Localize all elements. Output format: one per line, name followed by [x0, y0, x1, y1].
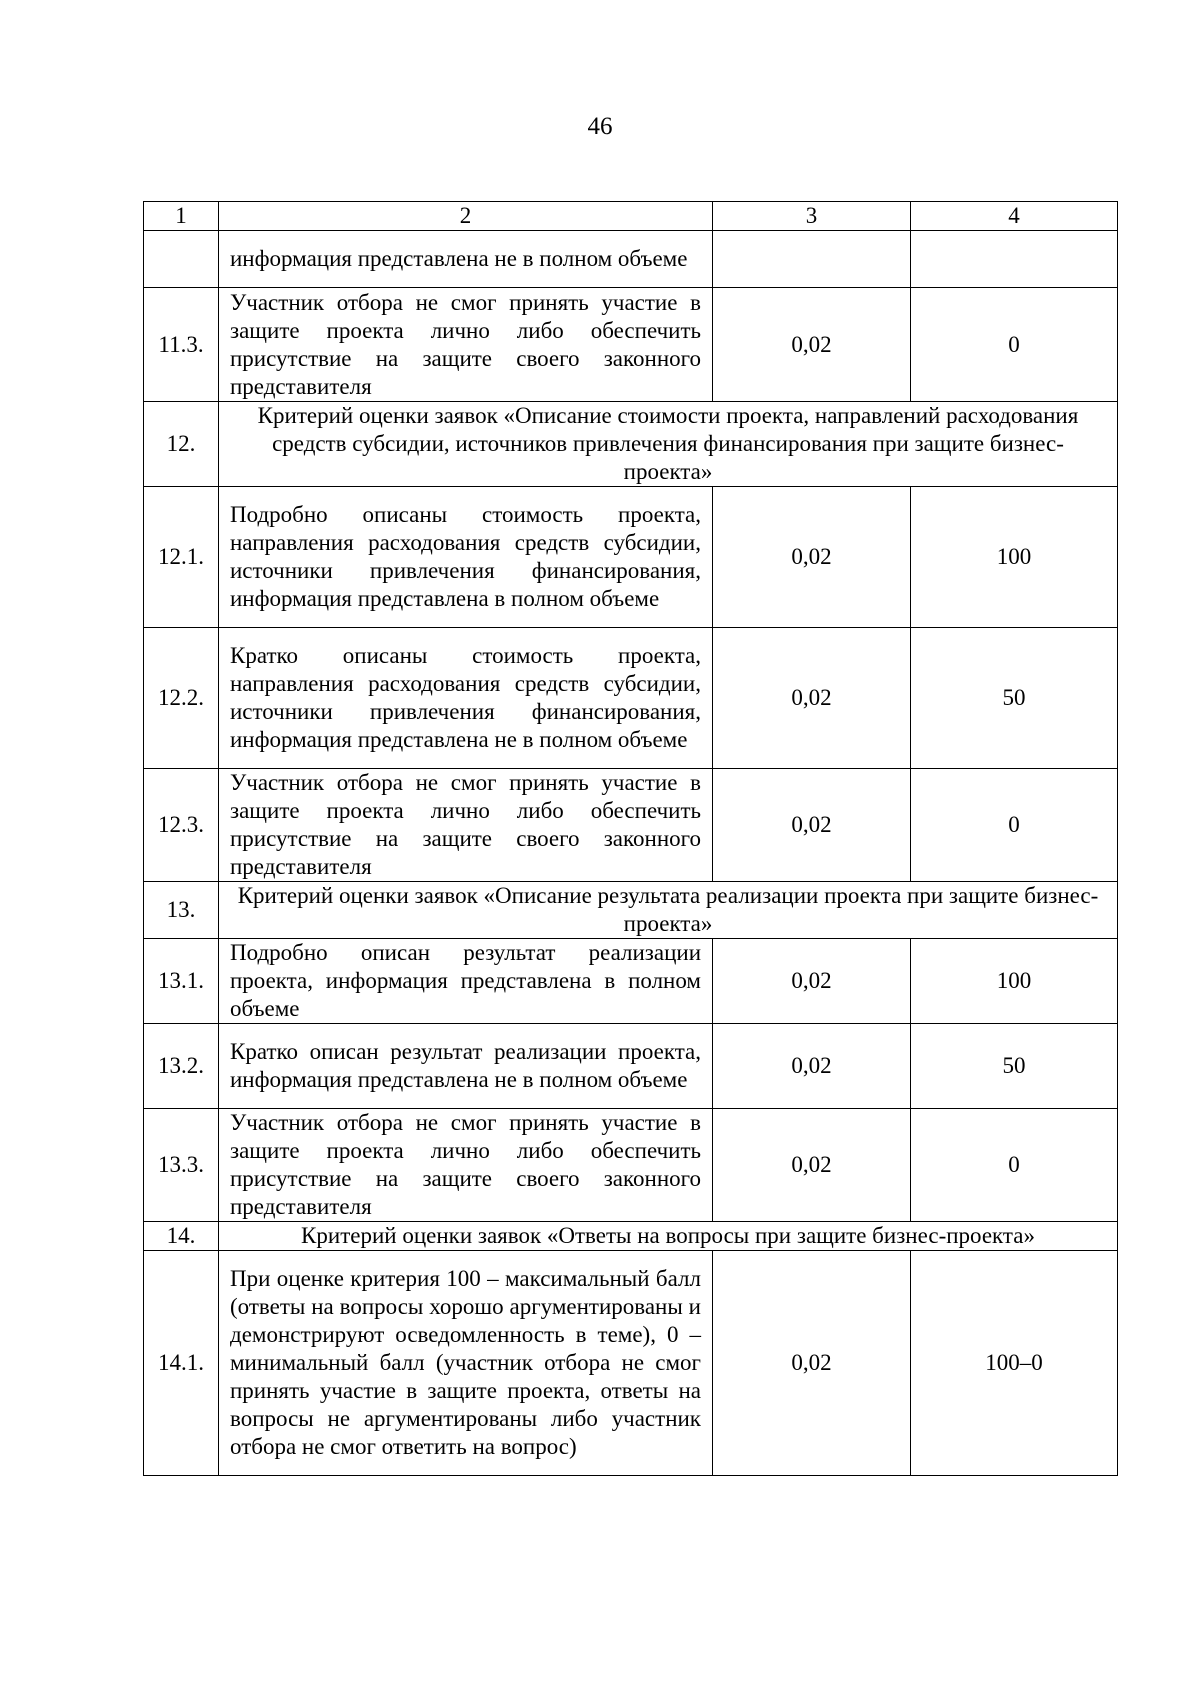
row-weight: 0,02 — [713, 487, 911, 628]
row-score: 0 — [911, 288, 1118, 402]
criteria-table — [143, 201, 1118, 1476]
row-description: Участник отбора не смог принять участие в защите проекта лично либо обеспечить присутствие на защите своего законного представителя — [219, 769, 713, 882]
table-row — [144, 1251, 1118, 1476]
criterion-number: 12. — [144, 402, 219, 487]
row-score: 100 — [911, 939, 1118, 1024]
table-row — [144, 487, 1118, 628]
row-score: 50 — [911, 628, 1118, 769]
table-header-row — [144, 202, 1118, 231]
row-number — [144, 231, 219, 288]
criterion-row — [144, 882, 1118, 939]
row-weight: 0,02 — [713, 939, 911, 1024]
row-number: 12.1. — [144, 487, 219, 628]
criterion-title: Критерий оценки заявок «Описание стоимости проекта, направлений расходования средств субсидии, источников привлечения финансирования при защите бизнес-проекта» — [219, 402, 1118, 487]
criterion-row — [144, 402, 1118, 487]
row-description: Участник отбора не смог принять участие в защите проекта лично либо обеспечить присутствие на защите своего законного представителя — [219, 1109, 713, 1222]
row-description: Подробно описаны стоимость проекта, направления расходования средств субсидии, источники привлечения финансирования, информация представлена в полном объеме — [219, 487, 713, 628]
row-weight: 0,02 — [713, 1024, 911, 1109]
header-cell: 3 — [713, 202, 911, 231]
header-cell: 1 — [144, 202, 219, 231]
row-score: 50 — [911, 1024, 1118, 1109]
row-score: 100 — [911, 487, 1118, 628]
criterion-row — [144, 1222, 1118, 1251]
table-row — [144, 1109, 1118, 1222]
row-weight: 0,02 — [713, 628, 911, 769]
row-number: 13.3. — [144, 1109, 219, 1222]
table-row — [144, 288, 1118, 402]
table-row — [144, 1024, 1118, 1109]
table-row — [144, 769, 1118, 882]
row-score: 100–0 — [911, 1251, 1118, 1476]
row-score — [911, 231, 1118, 288]
row-weight — [713, 231, 911, 288]
table-row — [144, 939, 1118, 1024]
row-number: 13.1. — [144, 939, 219, 1024]
row-score: 0 — [911, 1109, 1118, 1222]
row-description: Подробно описан результат реализации проекта, информация представлена в полном объеме — [219, 939, 713, 1024]
row-number: 12.3. — [144, 769, 219, 882]
row-weight: 0,02 — [713, 769, 911, 882]
criterion-title: Критерий оценки заявок «Ответы на вопросы при защите бизнес-проекта» — [219, 1222, 1118, 1251]
row-description: Кратко описан результат реализации проекта, информация представлена не в полном объеме — [219, 1024, 713, 1109]
row-number: 11.3. — [144, 288, 219, 402]
header-cell: 2 — [219, 202, 713, 231]
row-weight: 0,02 — [713, 1251, 911, 1476]
row-number: 12.2. — [144, 628, 219, 769]
row-weight: 0,02 — [713, 288, 911, 402]
row-description: Участник отбора не смог принять участие в защите проекта лично либо обеспечить присутствие на защите своего законного представителя — [219, 288, 713, 402]
row-weight: 0,02 — [713, 1109, 911, 1222]
row-score: 0 — [911, 769, 1118, 882]
criterion-number: 14. — [144, 1222, 219, 1251]
table-row — [144, 231, 1118, 288]
row-description: При оценке критерия 100 – максимальный балл (ответы на вопросы хорошо аргументированы и демонстрируют осведомленность в теме), 0 – минимальный балл (участник отбора не смог принять участие в защите проекта, ответы на вопросы не аргументированы либо участник отбора не смог ответить на вопрос) — [219, 1251, 713, 1476]
row-number: 13.2. — [144, 1024, 219, 1109]
criterion-number: 13. — [144, 882, 219, 939]
header-cell: 4 — [911, 202, 1118, 231]
page-number: 46 — [587, 113, 613, 140]
row-description: Кратко описаны стоимость проекта, направления расходования средств субсидии, источники привлечения финансирования, информация представлена не в полном объеме — [219, 628, 713, 769]
criterion-title: Критерий оценки заявок «Описание результата реализации проекта при защите бизнес-проекта» — [219, 882, 1118, 939]
row-description: информация представлена не в полном объеме — [219, 231, 713, 288]
table-row — [144, 628, 1118, 769]
row-number: 14.1. — [144, 1251, 219, 1476]
